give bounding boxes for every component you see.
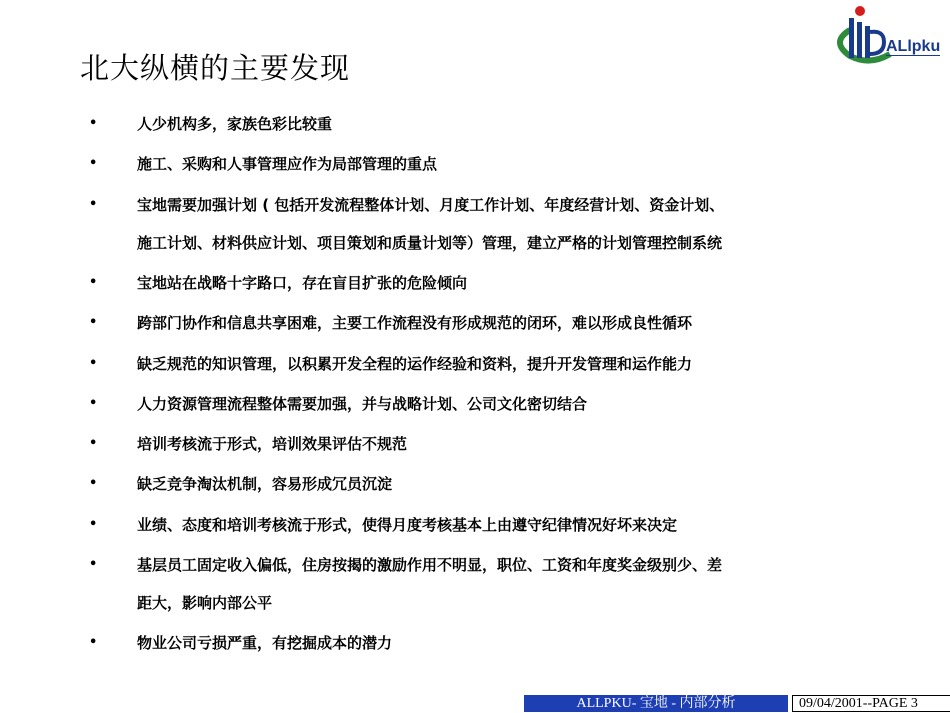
finding-item (0, 434, 950, 454)
finding-item (0, 195, 950, 253)
finding-text: 宝地需要加强计划 ( 包括开发流程整体计划、月度工作计划、年度经营计划、资金计划、 (137, 195, 725, 214)
finding-text: 人力资源管理流程整体需要加强，并与战略计划、公司文化密切结合 (137, 394, 588, 413)
bullet-icon: • (89, 355, 98, 371)
bullet-icon: • (89, 436, 98, 452)
bullet-icon: • (89, 516, 98, 532)
finding-item (0, 394, 950, 414)
footer (524, 695, 950, 712)
finding-item (0, 555, 950, 613)
finding-text: 缺乏规范的知识管理，以积累开发全程的运作经验和资料，提升开发管理和运作能力 (137, 354, 693, 373)
finding-item (0, 313, 950, 333)
finding-text: 施工计划、材料供应计划、项目策划和质量计划等）管理，建立严格的计划管理控制系统 (137, 233, 723, 252)
bullet-icon: • (89, 635, 98, 651)
finding-text: 宝地站在战略十字路口，存在盲目扩张的危险倾向 (137, 273, 468, 292)
finding-text: 缺乏竞争淘汰机制，容易形成冗员沉淀 (137, 475, 393, 494)
allpku-logo (828, 2, 948, 70)
finding-item (0, 154, 950, 174)
logo-icon (828, 2, 948, 70)
finding-text: 物业公司亏损严重，有挖掘成本的潜力 (137, 634, 393, 653)
bullet-icon: • (89, 476, 98, 492)
finding-text: 基层员工固定收入偏低，住房按揭的激励作用不明显，职位、工资和年度奖金级别少、差 (137, 556, 723, 574)
finding-text: 培训考核流于形式，培训效果评估不规范 (137, 435, 408, 454)
finding-text: 业绩、态度和培训考核流于形式，使得月度考核基本上由遵守纪律情况好坏来决定 (137, 515, 678, 534)
bullet-icon: • (89, 315, 98, 331)
bullet-icon: • (89, 116, 98, 131)
finding-text: 跨部门协作和信息共享困难，主要工作流程没有形成规范的闭环，难以形成良性循环 (137, 314, 693, 333)
finding-item (0, 515, 950, 535)
finding-item (0, 633, 950, 653)
footer-label: ALLPKU- 宝地 - 内部分析 (524, 695, 788, 712)
bullet-icon: • (89, 156, 98, 172)
bullet-icon: • (89, 557, 98, 572)
bullet-icon: • (89, 196, 98, 212)
finding-item (0, 354, 950, 374)
footer-page: 09/04/2001--PAGE 3 (792, 695, 950, 712)
finding-text: 人少机构多，家族色彩比较重 (137, 115, 333, 133)
bullet-icon: • (89, 274, 98, 290)
page-title: 北大纵横的主要发现 (80, 51, 351, 85)
logo-text: ALlpku (886, 38, 941, 55)
finding-text: 施工、采购和人事管理应作为局部管理的重点 (137, 155, 438, 174)
finding-item (0, 273, 950, 293)
bullet-icon: • (89, 395, 98, 411)
finding-item (0, 474, 950, 494)
finding-item (0, 114, 950, 134)
finding-text: 距大，影响内部公平 (137, 594, 273, 612)
